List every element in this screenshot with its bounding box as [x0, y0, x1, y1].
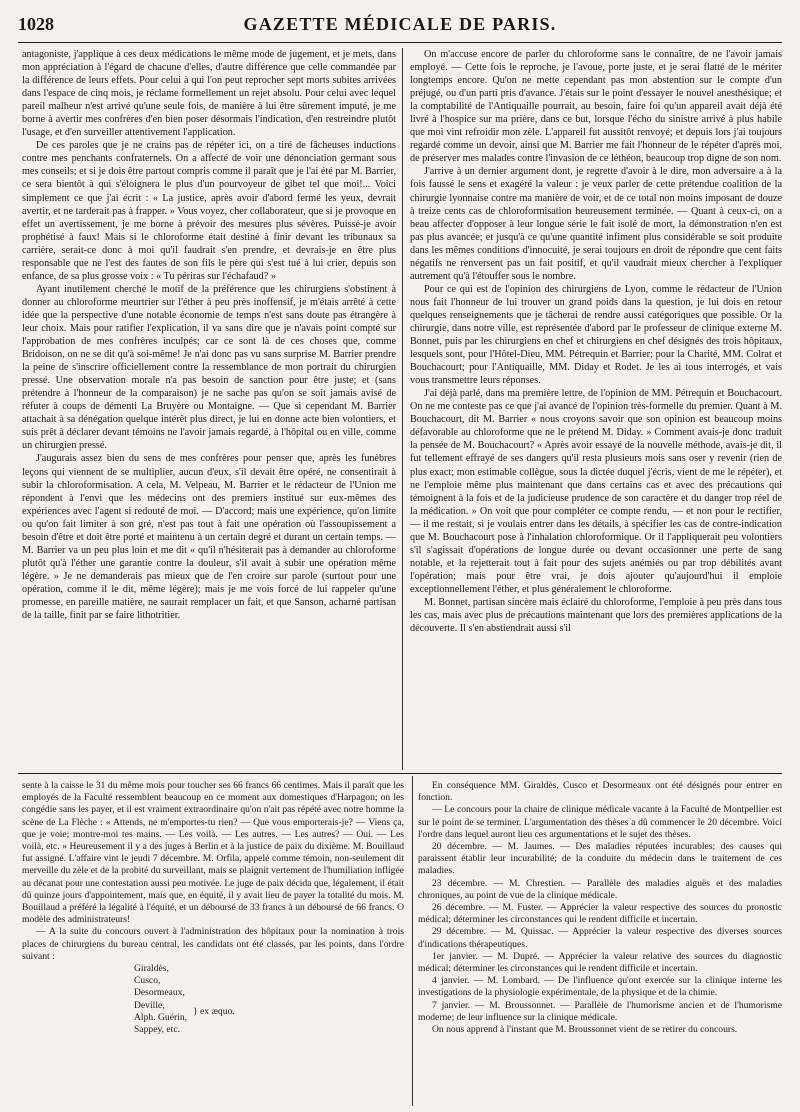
candidate: Deville, — [134, 999, 165, 1011]
paragraph: On m'accuse encore de parler du chloroforme sans le connaître, de ne l'avoir jamais employé. — Cette fois le reproche, je l'avoue, porte juste, et je serai flatté de le mériter longtemps encore. Qu'on ne mette cependant pas mon abstention sur le compte d'un préjugé, ou d'un parti pris d'avance. J'étais sur le point d'essayer le nouvel anesthésique; et la comptabilité de l'Antiquaille pourrait, au besoin, faire foi qu'un appareil avait déjà été livré à l'hospice sur ma prière, dans ce but, lorsque l'écho du sinistre arrivé à plus habile que moi vint refroidir mon zèle. L'appareil fut aussitôt renvoyé; et depuis lors j'ai toujours regardé comme un devoir, ainsi que M. Barrier me fait l'honneur de le répéter d'après moi, de préserver mes malades contre l'invasion de ce léthéon, beaucoup trop digne de son nom. — [410, 49, 782, 165]
page-number: 1028 — [18, 14, 54, 34]
feuilleton-divider — [18, 773, 782, 774]
column-divider — [402, 48, 403, 770]
paragraph: En conséquence MM. Giraldès, Cusco et Desormeaux ont été désignés pour entrer en fonction. — [418, 780, 782, 804]
paragraph: 4 janvier. — M. Lombard. — De l'influence qu'ont exercée sur la clinique interne les investigations de la physiologie expérimentale, de la physique et de la chimie. — [418, 975, 782, 999]
paragraph: — A la suite du concours ouvert à l'administration des hôpitaux pour la nomination à trois places de chirurgiens du bureau central, les candidats ont été classés, par les points, dans l'ordre suivant : — [22, 926, 404, 962]
paragraph: antagoniste, j'applique à ces deux médications le même mode de jugement, et je mets, dans mon appréciation à l'égard de chacune d'elles, d'autre différence que celle commandée par la différence de leurs effets. Pour celui à qui l'on peut reprocher sept morts subites arrivées dans l'espace de cinq mois, je réclame formellement un rejet absolu. Pour celui avec lequel pareil malheur n'est arrivé qu'une seule fois, de manière à lui être sûrement imputé, je me borne à avertir mes confrères d'en bien poser désormais l'indication, d'en restreindre plutôt l'usage, et d'en surveiller attentivement l'application. — [22, 49, 396, 139]
article-column-left — [22, 48, 396, 770]
feuilleton-column-divider — [412, 776, 413, 1106]
paragraph: 1er janvier. — M. Dupré. — Apprécier la valeur relative des sources du diagnostic médical; déterminer les circonstances qui le rendent difficile et incertain. — [418, 950, 782, 975]
paragraph: 23 décembre. — M. Chrestien. — Parallèle des maladies aiguës et des maladies chroniques, au point de vue de la clinique médicale. — [418, 877, 782, 901]
candidate: Sappey, etc. — [134, 1024, 180, 1036]
candidate-list — [134, 963, 404, 1036]
paragraph: M. Bonnet, partisan sincère mais éclairé du chloroforme, l'emploie à peu près dans tous les cas, mais avec plus de précautions maintenant que lors des premières applications de la découverte. Il s'en abstiendrait aussi s'il — [410, 596, 782, 635]
feuilleton-column-left — [22, 780, 404, 1106]
feuilleton-column-right — [418, 780, 782, 1106]
paragraph: — Le concours pour la chaire de clinique médicale vacante à la Faculté de Montpellier est sur le point de se terminer. L'argumentation des thèses a dû commencer le 20 décembre. Voici l'ordre dans lequel auront lieu ces argumentations et le sujet des thèses. — [418, 804, 782, 840]
paragraph: 7 janvier. — M. Broussonnet. — Parallèle de l'humorisme ancien et de l'humorisme moderne; de leur influence sur la clinique médicale. — [418, 999, 782, 1023]
paragraph: J'augurais assez bien du sens de mes confrères pour penser que, après les funèbres leçons qui viennent de se multiplier, aucun d'eux, s'il devait être opéré, ne consentirait à subir la chloroformisation. A cela, M. Velpeau, M. Barrier et le rédacteur de l'Union me répondent à l'envi que les médecins ont des premiers institué sur eux-mêmes des expériences avec l'agent si redouté de moi. — D'accord; mais une expérience, qu'on limite ou qu'on fait limiter à son gré, n'est pas tout à fait une opération où l'assoupissement a besoin d'être et doit être porté et maintenu à un certain degré et durant un certain temps. — M. Barrier va un peu plus loin et me dit « qu'il n'hésiterait pas à demander au chloroforme plutôt qu'à l'éther une garantie contre la douleur, s'il avait à subir une opération même légère. » Je ne demanderais pas mieux que de l'en croire sur parole (surtout pour une opération, comme il le dit, même légère); mais je me vois forcé de lui rappeler qu'une promesse, en pareille matière, ne saurait remplacer un fait, et que Sanson, acharné partisan de la taille, finit par se faire lithotritier. — [22, 453, 396, 622]
page-header — [18, 14, 782, 43]
paragraph: 29 décembre. — M. Quissac. — Apprécier la valeur respective des diverses sources d'indications thérapeutiques. — [418, 926, 782, 950]
candidate: Giraldès, — [134, 963, 169, 975]
paragraph: 20 décembre. — M. Jaumes. — Des maladies réputées incurables; des causes qui paraissent établir leur incurabilité; de la conduite du médecin dans le traitement de ces maladies. — [418, 841, 782, 877]
candidate-row — [134, 1000, 404, 1024]
ex-aequo-note: ex æquo. — [200, 1005, 235, 1017]
paragraph: J'ai déjà parlé, dans ma première lettre, de l'opinion de MM. Pétrequin et Bouchacourt. On ne me conteste pas ce que j'ai avancé de l'opinion très-formelle du premier. Quant à M. Bouchacourt, dit M. Barrier « nous croyons savoir que son opinion est beaucoup moins défavorable au chloroforme que ne le prétend M. Diday. » Comment avais-je donc traduit la pensée de M. Bouchacourt? « Après avoir essayé de la nouvelle méthode, avais-je dit, il fut tellement effrayé de ses dangers qu'il resta plusieurs mois sans oser y revenir (rien de plus exact; mon estimable collègue, sous la dictée duquel j'écris, vient de me le répéter), et ne l'emploie même plus maintenant que dans certains cas et avec des précautions qui témoignent à la fois et de la judicieuse prudence de son caractère et du danger trop réel de la médication. » On voit que pour compléter ce compte rendu, — et non pour le rectifier, — il me restait, si je voulais entrer dans les détails, à spécifier les cas de contre-indication que M. Bouchacourt pose à l'inhalation chloroformique. Or il l'appliquerait peu volontiers s'il s'agissait d'opérations de longue durée ou devant occasionner une perte de sang notable, et la rejetterait tout à fait pour des sujets anémiés ou par trop débilités avant l'opération; mais pour être vrai, je dois ajouter qu'aujourd'hui il emploie exceptionnellement l'éther, et plus généralement le chloroforme. — [410, 388, 782, 595]
ex-aequo-brace: } ex æquo. — [193, 1005, 235, 1017]
paragraph: J'arrive à un dernier argument dont, je regrette d'avoir à le dire, mon adversaire a à la fois faussé le sens et exagéré la valeur : je veux parler de cette prétendue coalition de la chirurgie lyonnaise contre ma manière de voir, et de ce total non moins imposant de douze à treize cents cas de chloroformisation heureusement terminée. — Quant à ceux-ci, on a beau affecter d'opposer à leur longue série le fait isolé de mort, la démonstration n'en est pas plus avancée; et jusqu'à ce qu'une quantité infiment plus considérable se soit produite dans les mêmes conditions d'innocuité, je serai toujours en droit de répondre que cent faits négatifs ne renversent pas un fait positif, et qu'il vaudrait mieux chercher à l'expliquer autrement qu'à l'étouffer sous le nombre. — [410, 166, 782, 282]
paragraph: De ces paroles que je ne crains pas de répéter ici, on a tiré de fâcheuses inductions contre mes penchants confraternels. On a affecté de voir une dénonciation germant sous mes conseils; et si je dois être partout compris comme il paraît que je l'ai été par M. Barrier, ce sera bientôt à qui s'éloignera le plus d'un pourvoyeur de gibet tel que moi!... Voici simplement ce que j'ai écrit : « La justice, après avoir d'abord fermé les yeux, devrait avertir, et ne tarderait pas à frapper. » Vous voyez, cher collaborateur, que si je provoque en effet un avertissement, je me borne à prévoir des mesures plus sévères. Puissé-je avoir prophétisé à faux! Mais si le chloroforme était destiné à finir devant les tribunaux sa carrière, serait-ce donc à moi qu'il faudrait s'en prendre, et devrais-je en être plus responsable que ne l'est des fautes de son fils le père qui s'est tué à lui crier, depuis son enfance, de sa plus grosse voix : « Tu périras sur l'échafaud? » — [22, 140, 396, 282]
paragraph: On nous apprend à l'instant que M. Broussonnet vient de se retirer du concours. — [432, 1024, 738, 1036]
paragraph: sente à la caisse le 31 du même mois pour toucher ses 66 francs 66 centimes. Mais il paraît que les employés de la Faculté ressemblent beaucoup en ce moment aux domestiques d'Harpagon; on les congédie sans les payer, et il est vraiment extraordinaire qu'on n'ait pas répété avec notre homme la scène de La Flèche : « Attends, ne m'emportes-tu rien? — Que vous emporterais-je? — Viens ça, que je voie; montre-moi tes mains. — Les voilà. — Les autres. — Les autres? — Oui. — Les voilà, etc. » Heureusement il y a des juges à Berlin et à la justice de paix du dixième. M. Bouillaud fut assigné. L'affaire vint le jeudi 7 décembre. M. Orfila, appelé comme témoin, non-seulement dit merveille du zèle et de la probité du surveillant, mais se plaignit vertement de l'humiliation infligée au décanat pour une contestation aussi peu motivée. Le juge de paix décida que, légalement, il était dû quinze jours d'appointement, mais que, en équité, il y avait lieu de payer la totalité du mois. M. Bouillaud a préféré la légalité à l'équité, et un déboursé de 33 francs à un déboursé de 66 francs. O modèle des administrateurs! — [22, 780, 404, 926]
candidate: Alph. Guérin, — [134, 1011, 188, 1023]
article-column-right — [410, 48, 782, 770]
paragraph: 26 décembre. — M. Fuster. — Apprécier la valeur respective des sources du pronostic médical; déterminer les circonstances qui le rendent difficile et incertain. — [418, 902, 782, 926]
journal-title: GAZETTE MÉDICALE DE PARIS. — [243, 14, 557, 34]
candidate: Desormeaux, — [134, 987, 185, 999]
paragraph: Ayant inutilement cherché le motif de la préférence que les chirurgiens s'obstinent à donner au chloroforme meurtrier sur l'éther à peu près inoffensif, je m'étais arrêté à cette idée que la perspective d'une notable économie de temps n'est sans doute pas étrangère à leur choix. Mais pour ratifier l'explication, il va sans dire que je n'avais point compté sur l'approbation de mes confrères inculpés; car ce sont là de ces choses que, comme Bridoison, on ne se dit qu'à soi-même! Je n'ai donc pas vu sans surprise M. Barrier prendre la peine de s'inscrire officiellement contre la ressemblance de mon portrait du chirurgien pressé. Une observation morale n'a pas besoin de sanction pour être juste; et (sans prétendre à l'honneur de la comparaison) je ne sache pas qu'on se soit jamais avisé de réfuter à coups de démenti La Bruyère ou Montaigne. — Que si cependant M. Barrier attachait à sa dénégation quelque intérêt plus direct, je lui en donne acte bien volontiers, et suis prêt à déclarer devant témoins ne l'avoir jamais regardé, à l'hôpital ou en ville, comme un chirurgien pressé. — [22, 283, 396, 452]
candidate: Cusco, — [134, 975, 161, 987]
paragraph: Pour ce qui est de l'opinion des chirurgiens de Lyon, comme le rédacteur de l'Union nous fait l'honneur de lui trouver un grand poids dans la question, je lui dois en retour quelques renseignements que je tâcherai de rendre aussi catégoriques que possible. Or la chirurgie, dans notre ville, est représentée d'abord par le professeur de clinique externe M. Bonnet, puis par les chirurgiens en chef et chirurgiens en chef désignés des trois hôpitaux, lesquels sont, pour l'Hôtel-Dieu, MM. Pétrequin et Barrier; pour la Charité, MM. Colrat et Bouchacourt; pour l'Antiquaille, MM. Diday et Rodet. Je les ai tous interrogés, et vais vous transmettre leurs réponses. — [410, 283, 782, 387]
